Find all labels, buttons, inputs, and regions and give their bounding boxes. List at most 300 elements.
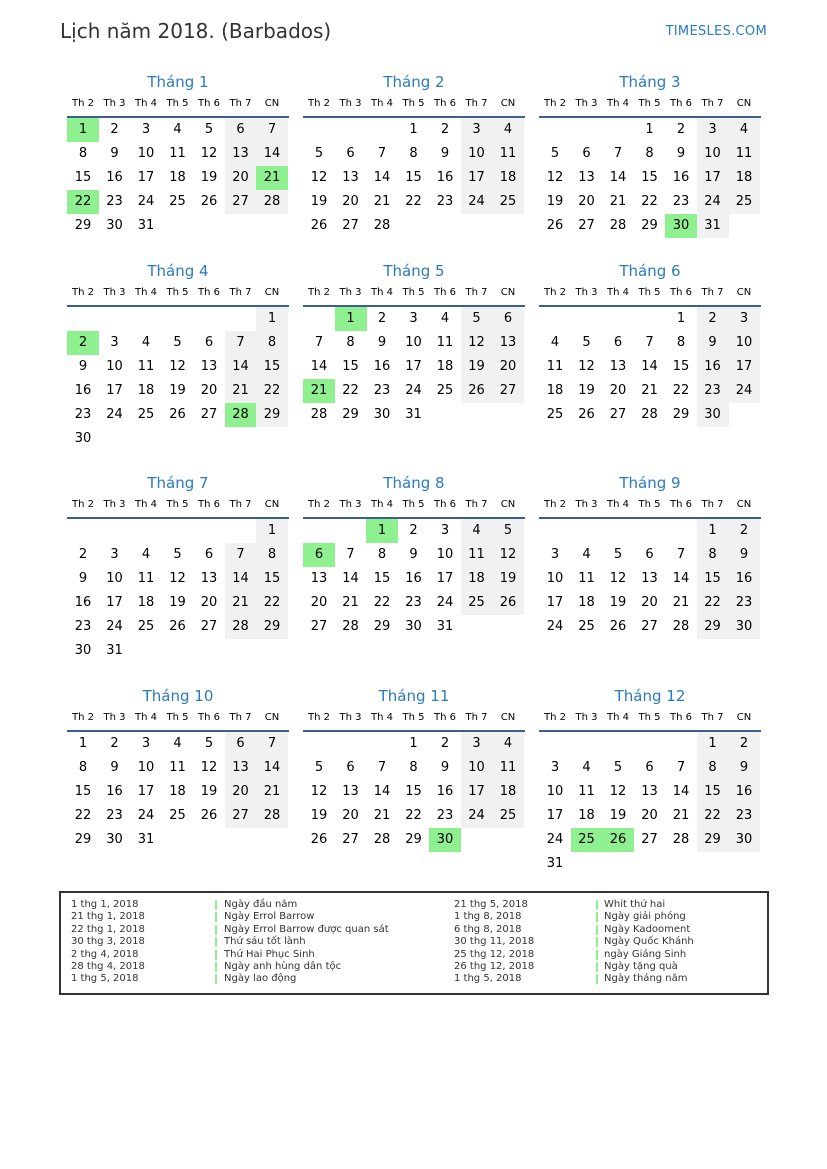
day-cell: 28 (373, 218, 391, 233)
day-cell: 10 (697, 142, 729, 166)
day-cell: 14 (672, 571, 690, 586)
day-cell: 5 (204, 736, 214, 751)
day-cell: 25 (436, 383, 454, 398)
day-cell: 29 (641, 218, 658, 233)
day-cell: 25 (137, 619, 155, 634)
day-cell: 12 (310, 784, 328, 799)
day-cell: 14 (373, 784, 391, 799)
day-cell: 15 (672, 359, 690, 374)
weekday-label: Th 3 (575, 98, 598, 109)
day-cell: 9 (409, 547, 418, 562)
day-cell: 24 (546, 619, 564, 634)
weekday-label: Th 7 (465, 98, 488, 109)
day-cell: 1 (409, 122, 418, 137)
day-cell: 31 (436, 619, 454, 634)
weekday-label: Th 3 (339, 712, 362, 723)
day-cell: 17 (697, 166, 729, 190)
day-cell: 8 (409, 760, 418, 775)
day-cell: 19 (169, 595, 186, 610)
day-cell: 17 (546, 808, 564, 823)
day-cell: 28 (609, 218, 627, 233)
day-cell: 17 (461, 780, 493, 804)
day-cell: 13 (641, 571, 658, 586)
day-cell: 24 (461, 804, 493, 828)
month-title: Tháng 8 (383, 474, 445, 492)
day-cell: 10 (106, 359, 123, 374)
day-cell: 27 (342, 832, 359, 847)
weekday-label: Th 4 (371, 712, 393, 723)
weekday-label: Th 3 (339, 287, 362, 298)
weekday-label: Th 5 (638, 98, 661, 109)
day-cell: 25 (492, 190, 524, 214)
holiday-day-cell: 1 (366, 519, 398, 543)
day-cell: 4 (461, 519, 493, 543)
day-cell: 8 (409, 146, 418, 161)
day-cell: 1 (676, 311, 686, 326)
day-cell: 27 (225, 190, 257, 214)
day-cell: 25 (137, 407, 155, 422)
day-cell: 24 (728, 379, 760, 403)
weekday-label: Th 2 (72, 499, 94, 510)
day-cell: 19 (310, 808, 328, 823)
month-4 (67, 262, 289, 462)
day-cell: 29 (672, 407, 690, 422)
day-cell: 7 (676, 547, 686, 562)
day-cell: 13 (578, 170, 595, 185)
day-cell: 17 (106, 383, 123, 398)
weekday-label: Th 6 (198, 98, 220, 109)
day-cell: 15 (405, 784, 422, 799)
day-cell: 31 (137, 832, 155, 847)
day-cell: 9 (110, 146, 119, 161)
day-cell: 6 (582, 146, 591, 161)
month-title: Tháng 2 (383, 73, 445, 91)
day-cell: 16 (74, 383, 92, 398)
legend-date: 28 thg 4, 2018 (71, 961, 145, 972)
weekday-label: Th 4 (135, 98, 157, 109)
day-cell: 2 (78, 547, 88, 562)
day-cell: 17 (436, 571, 454, 586)
weekday-label: Th 5 (638, 499, 661, 510)
weekday-label: Th 3 (575, 712, 598, 723)
month-title: Tháng 6 (619, 262, 681, 280)
day-cell: 28 (672, 832, 690, 847)
legend-marker (596, 900, 598, 910)
day-cell: 20 (578, 194, 595, 209)
day-cell: 3 (141, 122, 151, 137)
day-cell: 9 (377, 335, 387, 350)
day-cell: 18 (578, 808, 595, 823)
day-cell: 12 (578, 359, 595, 374)
holiday-day-cell: 25 (571, 828, 603, 852)
day-cell: 16 (436, 784, 454, 799)
day-cell: 21 (373, 194, 391, 209)
day-cell: 11 (137, 359, 155, 374)
day-cell: 8 (377, 547, 387, 562)
day-cell: 14 (225, 567, 257, 591)
day-cell: 12 (609, 784, 627, 799)
day-cell: 16 (106, 784, 123, 799)
day-cell: 28 (672, 619, 690, 634)
day-cell: 10 (106, 571, 123, 586)
day-cell: 11 (169, 146, 186, 161)
legend-holiday-name: Ngày đầu năm (224, 899, 298, 910)
month-2 (303, 73, 525, 273)
day-cell: 22 (697, 804, 729, 828)
day-cell: 11 (578, 571, 595, 586)
legend-marker (596, 937, 598, 947)
day-cell: 17 (106, 595, 123, 610)
month-6 (539, 262, 761, 462)
day-cell: 10 (137, 760, 155, 775)
day-cell: 10 (546, 784, 564, 799)
day-cell: 14 (256, 756, 288, 780)
day-cell: 2 (697, 307, 729, 331)
day-cell: 11 (492, 756, 524, 780)
weekday-label: Th 4 (371, 499, 393, 510)
day-cell: 7 (377, 760, 387, 775)
day-cell: 26 (169, 407, 186, 422)
day-cell: 22 (672, 383, 690, 398)
day-cell: 17 (461, 166, 493, 190)
weekday-label: Th 5 (402, 499, 425, 510)
weekday-label: Th 6 (434, 287, 456, 298)
holiday-day-cell: 30 (665, 214, 697, 238)
day-cell: 24 (436, 595, 454, 610)
weekday-label: CN (736, 98, 752, 109)
day-cell: 3 (550, 760, 560, 775)
day-cell: 30 (74, 643, 92, 658)
day-cell: 18 (137, 595, 155, 610)
day-cell: 28 (373, 832, 391, 847)
day-cell: 7 (346, 547, 355, 562)
weekday-label: Th 7 (229, 712, 252, 723)
day-cell: 29 (697, 615, 729, 639)
day-cell: 19 (578, 383, 595, 398)
day-cell: 15 (697, 567, 729, 591)
weekday-label: Th 2 (544, 98, 566, 109)
day-cell: 24 (697, 190, 729, 214)
day-cell: 14 (342, 571, 359, 586)
day-cell: 11 (461, 543, 493, 567)
day-cell: 1 (697, 519, 729, 543)
day-cell: 5 (492, 519, 524, 543)
day-cell: 3 (550, 547, 560, 562)
day-cell: 8 (697, 756, 729, 780)
day-cell: 19 (609, 595, 627, 610)
day-cell: 20 (200, 383, 218, 398)
weekday-label: CN (264, 712, 280, 723)
day-cell: 13 (310, 571, 328, 586)
weekday-label: Th 7 (701, 499, 724, 510)
day-cell: 21 (609, 194, 627, 209)
weekday-label: Th 6 (670, 287, 692, 298)
day-cell: 16 (405, 571, 422, 586)
day-cell: 21 (342, 595, 359, 610)
weekday-label: Th 6 (198, 287, 220, 298)
day-cell: 8 (697, 543, 729, 567)
day-cell: 23 (728, 804, 760, 828)
legend-marker (596, 925, 598, 935)
day-cell: 12 (169, 359, 186, 374)
day-cell: 2 (409, 523, 418, 538)
day-cell: 23 (436, 808, 454, 823)
day-cell: 30 (697, 403, 729, 427)
day-cell: 26 (578, 407, 595, 422)
day-cell: 3 (141, 736, 151, 751)
month-5 (303, 262, 525, 462)
day-cell: 3 (409, 311, 418, 326)
day-cell: 20 (641, 808, 658, 823)
day-cell: 18 (728, 166, 760, 190)
weekday-label: Th 2 (308, 98, 330, 109)
day-cell: 5 (613, 760, 623, 775)
day-cell: 3 (440, 523, 450, 538)
day-cell: 7 (314, 335, 324, 350)
day-cell: 23 (405, 595, 422, 610)
legend-marker (596, 912, 598, 922)
day-cell: 14 (641, 359, 658, 374)
day-cell: 22 (74, 808, 92, 823)
day-cell: 7 (225, 543, 257, 567)
legend-holiday-name: Ngày Quốc Khánh (604, 936, 694, 948)
legend-date: 1 thg 1, 2018 (71, 899, 139, 910)
weekday-label: CN (736, 499, 752, 510)
weekday-label: Th 5 (402, 712, 425, 723)
day-cell: 27 (342, 218, 359, 233)
day-cell: 4 (173, 122, 182, 137)
day-cell: 21 (225, 591, 257, 615)
holiday-day-cell: 21 (256, 166, 288, 190)
day-cell: 11 (578, 784, 595, 799)
day-cell: 10 (728, 331, 760, 355)
day-cell: 23 (728, 591, 760, 615)
day-cell: 29 (373, 619, 391, 634)
weekday-label: Th 7 (229, 499, 252, 510)
day-cell: 19 (461, 355, 493, 379)
day-cell: 16 (728, 567, 760, 591)
weekday-label: Th 5 (638, 712, 661, 723)
day-cell: 27 (641, 832, 658, 847)
day-cell: 10 (436, 547, 454, 562)
day-cell: 16 (74, 595, 92, 610)
legend-holiday-name: ngày Giáng Sinh (604, 948, 687, 960)
day-cell: 13 (225, 142, 257, 166)
day-cell: 3 (697, 118, 729, 142)
day-cell: 7 (645, 335, 654, 350)
day-cell: 18 (169, 784, 186, 799)
day-cell: 15 (74, 784, 92, 799)
day-cell: 22 (405, 808, 422, 823)
weekday-label: Th 6 (198, 712, 220, 723)
weekday-label: Th 7 (229, 287, 252, 298)
weekday-label: Th 7 (701, 712, 724, 723)
day-cell: 28 (225, 615, 257, 639)
weekday-label: Th 3 (103, 712, 126, 723)
weekday-label: Th 6 (670, 712, 692, 723)
holiday-day-cell: 6 (303, 543, 335, 567)
day-cell: 5 (314, 760, 324, 775)
weekday-label: Th 2 (544, 712, 566, 723)
brand-link[interactable]: TIMESLES.COM (665, 24, 767, 39)
weekday-label: Th 4 (135, 499, 157, 510)
day-cell: 16 (728, 780, 760, 804)
day-cell: 21 (672, 808, 690, 823)
day-cell: 29 (256, 615, 288, 639)
day-cell: 24 (106, 407, 123, 422)
day-cell: 26 (310, 832, 328, 847)
day-cell: 25 (492, 804, 524, 828)
day-cell: 8 (78, 146, 88, 161)
day-cell: 9 (78, 359, 88, 374)
day-cell: 12 (609, 571, 627, 586)
holiday-day-cell: 2 (67, 331, 99, 355)
day-cell: 16 (672, 170, 690, 185)
day-cell: 23 (106, 194, 123, 209)
day-cell: 18 (436, 359, 454, 374)
day-cell: 20 (641, 595, 658, 610)
day-cell: 9 (440, 760, 450, 775)
month-7 (67, 474, 289, 674)
day-cell: 5 (613, 547, 623, 562)
day-cell: 18 (578, 595, 595, 610)
day-cell: 15 (405, 170, 422, 185)
day-cell: 19 (546, 194, 564, 209)
day-cell: 6 (346, 760, 355, 775)
day-cell: 16 (106, 170, 123, 185)
legend-date: 1 thg 8, 2018 (454, 911, 522, 923)
weekday-label: Th 7 (465, 499, 488, 510)
month-title: Tháng 7 (147, 474, 209, 492)
day-cell: 11 (728, 142, 760, 166)
day-cell: 30 (106, 832, 123, 847)
day-cell: 4 (492, 732, 524, 756)
day-cell: 14 (256, 142, 288, 166)
legend-holiday-name: Ngày lao động (224, 973, 297, 985)
day-cell: 13 (641, 784, 658, 799)
day-cell: 26 (200, 808, 218, 823)
weekday-label: Th 6 (670, 98, 692, 109)
day-cell: 26 (492, 591, 524, 615)
month-1 (67, 73, 289, 273)
day-cell: 21 (225, 379, 257, 403)
weekday-label: Th 5 (402, 287, 425, 298)
weekday-label: CN (500, 499, 516, 510)
month-10 (67, 687, 289, 887)
day-cell: 18 (492, 166, 524, 190)
day-cell: 12 (200, 760, 218, 775)
day-cell: 30 (405, 619, 422, 634)
day-cell: 4 (550, 335, 560, 350)
day-cell: 11 (137, 571, 155, 586)
weekday-label: Th 5 (166, 499, 189, 510)
month-8 (303, 474, 525, 674)
month-3 (539, 73, 761, 273)
day-cell: 13 (342, 170, 359, 185)
day-cell: 18 (546, 383, 564, 398)
day-cell: 6 (645, 760, 654, 775)
day-cell: 31 (106, 643, 123, 658)
day-cell: 4 (582, 547, 591, 562)
day-cell: 27 (609, 407, 627, 422)
legend-date: 1 thg 5, 2018 (71, 973, 139, 985)
legend-marker (215, 974, 217, 984)
day-cell: 24 (461, 190, 493, 214)
day-cell: 10 (461, 142, 493, 166)
day-cell: 5 (173, 335, 182, 350)
weekday-label: Th 3 (575, 287, 598, 298)
day-cell: 6 (225, 732, 257, 756)
day-cell: 10 (405, 335, 422, 350)
weekday-label: Th 5 (166, 712, 189, 723)
day-cell: 14 (609, 170, 627, 185)
day-cell: 17 (137, 170, 155, 185)
day-cell: 27 (200, 407, 218, 422)
day-cell: 19 (492, 567, 524, 591)
weekday-label: Th 4 (371, 98, 393, 109)
legend-holiday-name: Ngày tặng quà (604, 961, 678, 972)
day-cell: 15 (256, 567, 288, 591)
day-cell: 16 (697, 355, 729, 379)
day-cell: 24 (137, 194, 155, 209)
day-cell: 15 (697, 780, 729, 804)
day-cell: 17 (546, 595, 564, 610)
day-cell: 7 (225, 331, 257, 355)
legend-date: 1 thg 5, 2018 (454, 973, 522, 985)
day-cell: 2 (110, 736, 119, 751)
day-cell: 17 (405, 359, 422, 374)
day-cell: 25 (169, 808, 186, 823)
weekday-label: CN (500, 98, 516, 109)
day-cell: 23 (436, 194, 454, 209)
legend-date: 21 thg 1, 2018 (71, 911, 145, 923)
day-cell: 6 (492, 307, 524, 331)
legend-marker (215, 950, 217, 960)
day-cell: 29 (74, 832, 92, 847)
month-title: Tháng 9 (619, 474, 681, 492)
legend-marker (215, 900, 217, 910)
page-title: Lịch năm 2018. (Barbados) (60, 19, 332, 43)
day-cell: 20 (609, 383, 627, 398)
weekday-label: Th 6 (434, 499, 456, 510)
day-cell: 11 (436, 335, 454, 350)
day-cell: 27 (578, 218, 595, 233)
weekday-label: Th 2 (308, 499, 330, 510)
day-cell: 13 (225, 756, 257, 780)
day-cell: 24 (137, 808, 155, 823)
weekday-label: Th 4 (135, 712, 157, 723)
day-cell: 2 (377, 311, 387, 326)
day-cell: 24 (546, 832, 564, 847)
legend-holiday-name: Ngày Errol Barrow được quan sát (224, 923, 389, 935)
legend-marker (215, 912, 217, 922)
holiday-day-cell: 28 (225, 403, 257, 427)
legend-marker (215, 925, 217, 935)
legend-date: 21 thg 5, 2018 (454, 899, 528, 910)
legend-holiday-name: Ngày Kadooment (604, 923, 691, 935)
weekday-label: Th 3 (339, 499, 362, 510)
legend-marker (215, 962, 217, 972)
day-cell: 28 (256, 190, 288, 214)
weekday-label: Th 2 (544, 499, 566, 510)
weekday-label: Th 3 (103, 98, 126, 109)
day-cell: 18 (492, 780, 524, 804)
day-cell: 8 (78, 760, 88, 775)
month-title: Tháng 10 (142, 687, 214, 705)
day-cell: 19 (200, 784, 218, 799)
day-cell: 3 (728, 307, 760, 331)
day-cell: 20 (310, 595, 328, 610)
